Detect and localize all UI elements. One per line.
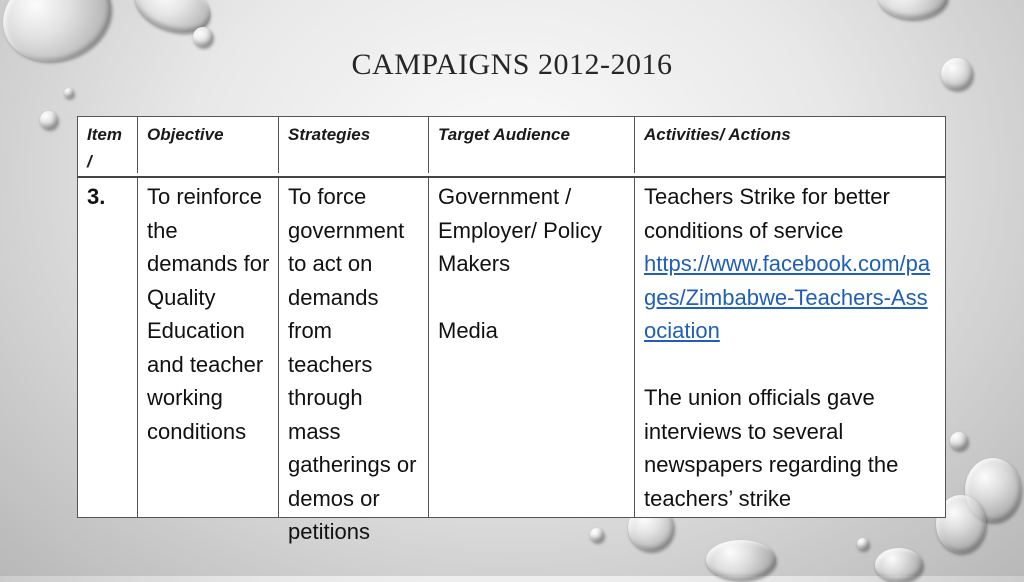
cell-objective: To reinforce the demands for Quality Education and teacher working conditions [138, 178, 279, 517]
slide-title: CAMPAIGNS 2012-2016 [351, 48, 673, 81]
water-drop-decoration [857, 538, 869, 550]
header-target-audience: Target Audience [429, 117, 635, 173]
cell-activities [635, 178, 945, 517]
table-row [77, 176, 946, 544]
activity-interviews: The union officials gave interviews to several newspapers regarding the teachers’ strike [644, 385, 899, 511]
spacer [438, 281, 626, 315]
header-item: Item / [78, 117, 138, 173]
cell-item: 3. [78, 178, 138, 517]
spacer [644, 348, 937, 382]
campaigns-table [77, 116, 946, 544]
activity-strike: Teachers Strike for better conditions of service [644, 184, 890, 243]
cell-strategies: To force government to act on demands from teachers through mass gatherings or demos or petitions [279, 178, 429, 517]
target-audience-secondary: Media [438, 318, 498, 343]
water-drop-decoration [193, 27, 213, 47]
table-header-row [77, 116, 946, 174]
water-drop-decoration [64, 88, 74, 98]
facebook-link[interactable]: https://www.facebook.com/pages/Zimbabwe-Teachers-Association [644, 251, 931, 343]
water-drop-decoration [878, 0, 948, 19]
header-activities: Activities/ Actions [644, 125, 791, 144]
water-drop-decoration [40, 111, 58, 129]
cell-target-audience [429, 178, 635, 517]
header-strategies: Strategies [279, 117, 429, 173]
water-drop-decoration [950, 432, 968, 450]
water-drop-decoration [875, 548, 923, 582]
water-drop-decoration [590, 528, 604, 542]
water-drop-decoration [706, 540, 776, 580]
target-audience-primary: Government / Employer/ Policy Makers [438, 184, 602, 276]
header-objective: Objective [138, 117, 279, 173]
